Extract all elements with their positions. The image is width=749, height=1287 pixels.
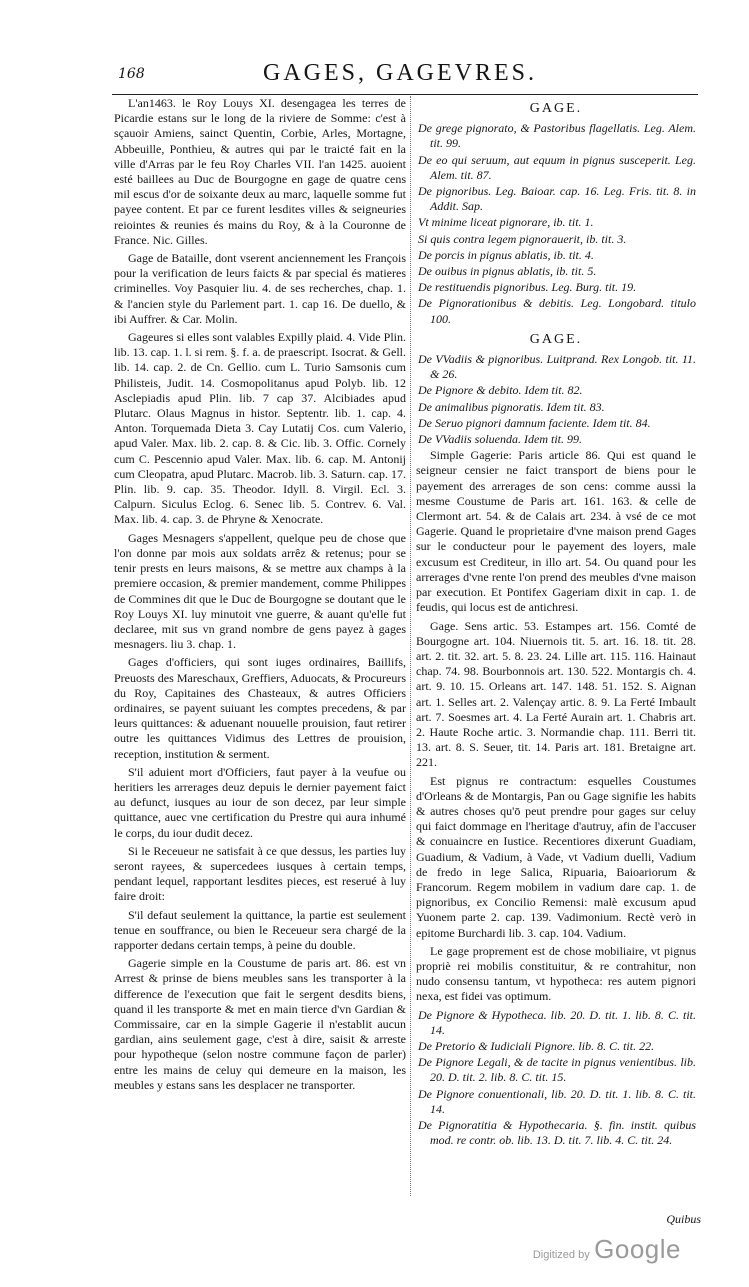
google-logo: Google: [594, 1234, 681, 1264]
citation: De VVadiis soluenda. Idem tit. 99.: [418, 432, 582, 447]
citation: De ouibus in pignus ablatis, ib. tit. 5.: [418, 264, 597, 279]
citation: De Pignorationibus & debitis. Leg. Longobard. titulo 100.: [418, 296, 696, 326]
paragraph: Gage. Sens artic. 53. Estampes art. 156. Comté de Bourgogne art. 104. Niuernois tit. 5. art. 16. 18. tit. 28. art. 2. tit. 32. art. 5. 8. 23. 24. Lille art. 115. 116. Hainaut chap. 74. 98. Bourbonnois art. 130. 522. Montargis ch. 4. art. 9. 10. 15. Orleans art. 147. 148. 51. 152. S. Aignan art. 1. Selles art. 2. Valençay artic. 8. 9. La Ferté Imbault art. 7. Soesmes art. 4. La Ferté Aurain art. 1. Chabris art. 2. Haute Roche artic. 3. Normandie chap. 111. Berri tit. 13. art. 8. S. Seuer, tit. 14. Paris art. 181. Bretaigne art. 221.: [416, 618, 696, 770]
header-rule: [112, 94, 698, 95]
paragraph: Gages d'officiers, qui sont iuges ordinaires, Baillifs, Preuosts des Mareschaux, Greffiers, Aduocats, & Procureurs du Roy, Capitaines des Chasteaux, & autres Officiers ordinaires, se payent suiuant les comptes precedens, & par leurs quittances: & aduenant nouuelle prouision, faut retirer outre les quittances Vidimus des Lettres de prouision, reception, institution & serment.: [114, 655, 406, 761]
citation: De animalibus pignoratis. Idem tit. 83.: [418, 399, 605, 414]
catchword: Quibus: [666, 1212, 701, 1226]
paragraph: Si le Receueur ne satisfait à ce que dessus, les parties luy seront rayees, & supercedees iusques à certain temps, pendant lequel, rapportant lesdites pieces, est reserué à luy faire droit:: [114, 843, 406, 904]
paragraph: Est pignus re contractum: esquelles Coustumes d'Orleans & de Montargis, Pan ou Gage signifie les habits & autres choses qu'ō peut prendre pour gages sur celuy qui faict dommage en l'heritage d'autruy, afin de l'accuser & conuaincre en Iustice. Recentiores dixerunt Guadiam, Guadium, & Vadium, à Vade, vt Vadium duelli, Vadium de fredo in lege Salica, Ripuaria, Baioariorum & Francorum. Regem mobilem in vadium dare cap. 1. de pignoribus, ex Concilio Remensi: malè excusum apud Yuonem parte 2. cap. 139. Vadimonium. Rectè verò in epitome Burchardi lib. 3. cap. 104. Vadium.: [416, 773, 696, 940]
citation: De Pignore & Hypotheca. lib. 20. D. tit. 1. lib. 8. C. tit. 14.: [418, 1007, 696, 1037]
running-title: GAGES, GAGEVRES.: [262, 60, 537, 86]
paragraph: Gagerie simple en la Coustume de paris art. 86. est vn Arrest & prinse de biens meubles sans les transporter à la difference de l'execution que fait le sergent desdits biens, quand il les transporte & met en main tierce d'vn Gardian & Commissaire, car en la simple Gagerie il n'establit aucun gardian, ains seulement gage, c'est à dire, saisit & arreste pour hypotheque (selon nostre commune façon de parler) entre les mains de celuy qui demeure en la maison, les meubles y estans sans les desplacer ne transporter.: [114, 956, 406, 1092]
digitized-watermark: [533, 1234, 681, 1265]
paragraph: Simple Gagerie: Paris article 86. Qui est quand le seigneur censier ne faict transport de biens pour le payement des arrerages de son cens: comme aussi la mesme Coustume de Paris art. 161. 163. & celle de Clermont art. 54. & de Calais art. 234. à vsé de ce mot Gagerie. Quand le proprietaire d'vne maison prend Gages sur le conducteur pour le payement des loyers, male excusum est Crediteur, in illo art. 54. Ou quand pour les arrerages d'vne rente l'on prend des meubles d'vne maison par execution. Et Pontifex Gageriam dixit in cap. 1. de feudis, qui locus est de antichresi.: [416, 448, 696, 615]
citation: De restituendis pignoribus. Leg. Burg. tit. 19.: [418, 280, 637, 295]
paragraph: L'an1463. le Roy Louys XI. desengagea les terres de Picardie estans sur le long de la riviere de Somme: c'est à sçauoir Amiens, sainct Quentin, Corbie, Arles, Mortagne, Abbeuille, Ponthieu, & autres qui par le traicté fait en la ville d'Arras par le feu Roy Charles VII. l'an 1425. auoient esté baillees au Duc de Bourgogne en gage de quatre cens mil escus d'or de soixante deux au marc, laquelle somme fut payee content. Et par ce furent lesdites villes & seigneuries reiointes & reunies és mains du Roy, & à la Couronne de France. Nic. Gilles.: [114, 96, 406, 247]
right-column: [416, 96, 696, 1149]
paragraph: S'il aduient mort d'Officiers, faut payer à la veufue ou heritiers les arrerages deuz depuis le dernier payement faict au defunct, iusques au iour de son decez, par leur simple quittance, auec vne certification du Prestre qui aura inhumé le corps, du iour dudit decez.: [114, 764, 406, 840]
citation: De porcis in pignus ablatis, ib. tit. 4.: [418, 247, 594, 262]
citation: De grege pignorato, & Pastoribus flagellatis. Leg. Alem. tit. 99.: [418, 121, 696, 151]
section-heading: GAGE.: [529, 331, 583, 347]
citation: De Pignore Legali, & de tacite in pignus venientibus. lib. 20. D. tit. 2. lib. 8. C. tit. 15.: [418, 1055, 696, 1085]
paragraph: Gageures si elles sont valables Expilly plaid. 4. Vide Plin. lib. 13. cap. 1. l. si rem. §. f. a. de praescript. Isocrat. & Gell. lib. 14. cap. 2. de Cn. Gellio. cum L. Turio Samsonis cum Philisteis, Judit. 14. Cosmopolitanus apud Polyb. lib. 12 Asclepiadis apud Plin. lib. 7 cap 37. Alcibiades apud Plutarc. Olaus Magnus in histor. Septentr. lib. 1. cap. 4. Anton. Torquemada Dieta 3. Cay Lutatij Cos. cum Valerio, apud Valer. Max. lib. 2. cap. 8. & Cic. lib. 3. Offic. Cornely cum C. Pescennio apud Valer. Max. lib. 6. cap. M. Antonij cum Cleopatra, apud Plutarc. Macrob. lib. 3. Saturn. cap. 17. Plin. lib. 9. cap. 35. Theodor. Idyll. 8. Virgil. Ecl. 3. Calpurn. Siculus Eclog. 6. Senec lib. 5. Contrev. 6. Val. Max. lib. 4. cap. 3. de Phryne & Xenocrate.: [114, 330, 406, 527]
watermark-by: Digitized by: [532, 1249, 590, 1261]
section-heading: GAGE.: [529, 101, 583, 116]
paragraph: S'il defaut seulement la quittance, la partie est seulement tenue en souffrance, ou bien le Receueur sera chargé de la rapporter dedans certain temps, à peine du double.: [114, 907, 406, 952]
citation: De Pignoratitia & Hypothecaria. §. fin. instit. quibus mod. re contr. ob. lib. 13. D. tit. 7. lib. 4. C. tit. 24.: [418, 1118, 696, 1148]
page-header: [100, 58, 700, 92]
paragraph: Le gage proprement est de chose mobiliaire, vt pignus propriè rei mobilis constituitur, & re contrahitur, non nudo consensu tantum, vt hypotheca: res autem pignori nexa, est fidei vas optimum.: [416, 943, 696, 1004]
paragraph: Gages Mesnagers s'appellent, quelque peu de chose que l'on donne par mois aux soldats arrêz & retenus; pour se tenir prests en leurs maisons, & se mettre aux champs à la premiere occasion, & premier mandement, comme Philippes de Commines dit que le Duc de Bourgogne se doutant que le Roy Louys XI. luy minutoit vne guerre, & auant qu'elle fut declaree, mit sus vn grand nombre de gens payez à gages mesnagers. liu 3. chap. 1.: [114, 530, 406, 652]
page-number: 168: [118, 66, 145, 82]
citation: De Pretorio & Iudiciali Pignore. lib. 8. C. tit. 22.: [418, 1038, 655, 1053]
column-separator: [410, 96, 411, 1196]
citation: Si quis contra legem pignorauerit, ib. tit. 3.: [418, 231, 627, 246]
citation: De Pignore & debito. Idem tit. 82.: [418, 383, 583, 398]
citation: De Pignore conuentionali, lib. 20. D. tit. 1. lib. 8. C. tit. 14.: [418, 1086, 696, 1116]
citation: Vt minime liceat pignorare, ib. tit. 1.: [418, 215, 594, 230]
citation: De pignoribus. Leg. Baioar. cap. 16. Leg. Fris. tit. 8. in Addit. Sap.: [418, 184, 696, 214]
citation: De VVadiis & pignoribus. Luitprand. Rex Longob. tit. 11. & 26.: [418, 352, 696, 382]
paragraph: Gage de Bataille, dont vserent anciennement les François pour la verification de leurs faicts & par special és matieres criminelles. Voy Pasquier liu. 4. de ses recherches, chap. 1. & l'ancien style du Parlement part. 1. cap 16. De duello, & ibi Auffrer. & Car. Molin.: [114, 251, 406, 326]
citation: De Seruo pignori damnum faciente. Idem tit. 84.: [418, 415, 651, 430]
left-column: [114, 96, 406, 1096]
citation: De eo qui seruum, aut equum in pignus susceperit. Leg. Alem. tit. 87.: [418, 152, 696, 182]
